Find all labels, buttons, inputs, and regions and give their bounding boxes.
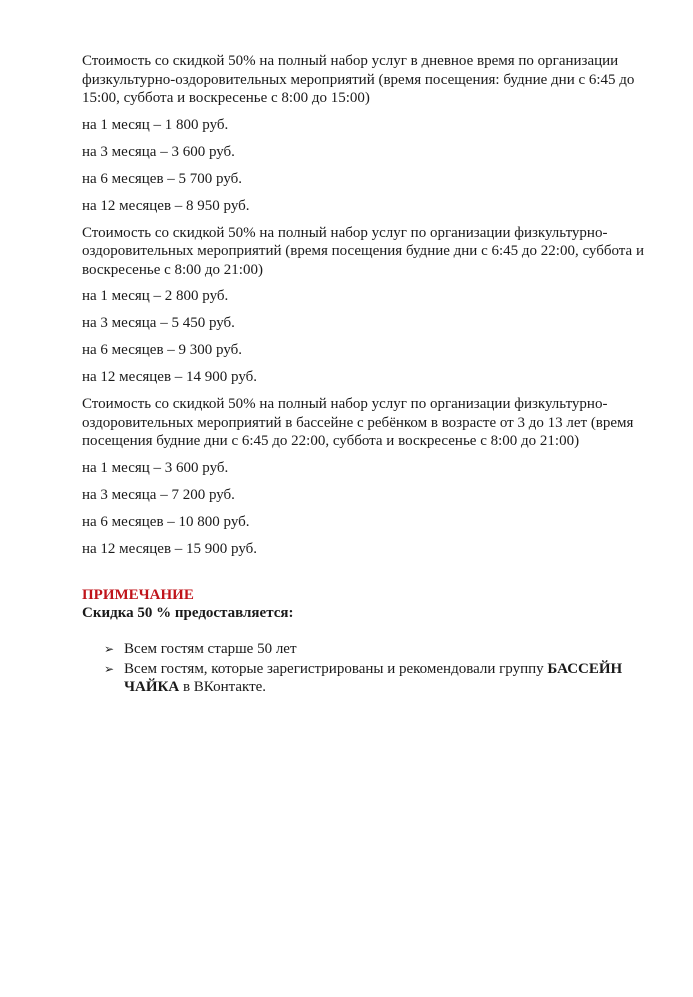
price-line: на 1 месяц – 3 600 руб. bbox=[82, 459, 229, 476]
price-line: на 6 месяцев – 5 700 руб. bbox=[82, 170, 243, 187]
bullet-text: в ВКонтакте. bbox=[179, 678, 267, 695]
price-section-full bbox=[82, 224, 662, 387]
price-line: на 12 месяцев – 14 900 руб. bbox=[82, 369, 258, 385]
group-name: БАССЕЙН ЧАЙКА bbox=[124, 660, 623, 695]
price-section-day bbox=[82, 52, 662, 215]
price-line: на 3 месяца – 5 450 руб. bbox=[82, 315, 235, 331]
discount-conditions-list bbox=[82, 640, 662, 696]
document-content bbox=[82, 52, 662, 698]
price-line: на 12 месяцев – 15 900 руб. bbox=[82, 540, 258, 557]
price-section-child bbox=[82, 395, 662, 558]
arrowhead-bullet-icon: ➢ bbox=[104, 661, 115, 676]
section-description: Стоимость со скидкой 50% на полный набор услуг по организации физкультурно-оздоровительных мероприятий в бассейне с ребёнком в возрасте от 3 до 13 лет (время посещения будние дни с 6:45 до 22:00, суббота и воскресенье с 8:00 до 21:00) bbox=[82, 396, 634, 449]
price-line: на 1 месяц – 2 800 руб. bbox=[82, 288, 229, 304]
price-line: на 6 месяцев – 10 800 руб. bbox=[82, 513, 250, 530]
list-item bbox=[82, 640, 662, 658]
price-line: на 1 месяц – 1 800 руб. bbox=[82, 116, 229, 133]
price-line: на 6 месяцев – 9 300 руб. bbox=[82, 342, 243, 358]
arrowhead-bullet-icon: ➢ bbox=[104, 641, 115, 656]
bullet-text: Всем гостям, которые зарегистрированы и рекомендовали группу bbox=[124, 660, 548, 677]
price-line: на 12 месяцев – 8 950 руб. bbox=[82, 197, 250, 214]
price-line: на 3 месяца – 3 600 руб. bbox=[82, 143, 235, 160]
note-block bbox=[82, 586, 662, 696]
section-description: Стоимость со скидкой 50% на полный набор услуг в дневное время по организации физкультурно-оздоровительных мероприятий (время посещения: будние дни с 6:45 до 15:00, суббота и воскресенье с 8:00 до 15:00) bbox=[82, 53, 635, 106]
list-item bbox=[82, 660, 662, 696]
section-description: Стоимость со скидкой 50% на полный набор услуг по организации физкультурно-оздоровительных мероприятий (время посещения будние дни с 6:45 до 22:00, суббота и воскресенье с 8:00 до 21:00) bbox=[82, 224, 644, 278]
note-title: ПРИМЕЧАНИЕ bbox=[82, 586, 194, 603]
price-line: на 3 месяца – 7 200 руб. bbox=[82, 486, 235, 503]
note-subtitle: Скидка 50 % предоставляется: bbox=[82, 604, 294, 621]
bullet-text: Всем гостям старше 50 лет bbox=[124, 640, 297, 657]
